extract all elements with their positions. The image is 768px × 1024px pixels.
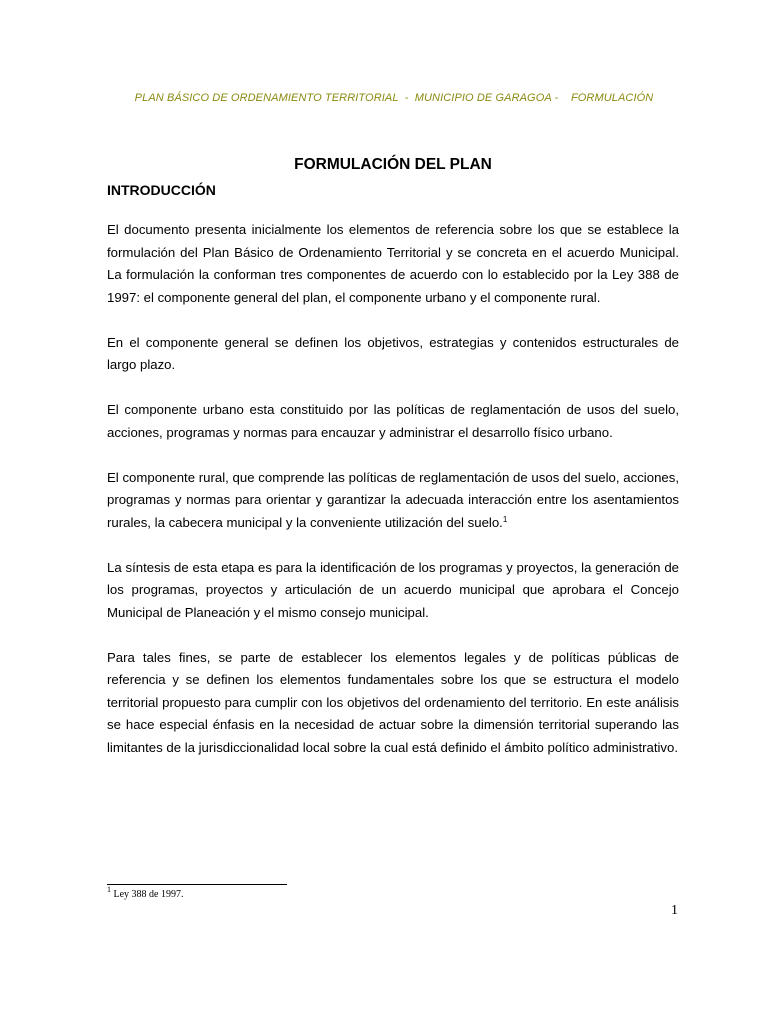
body-text <box>107 219 679 782</box>
running-header: PLAN BÁSICO DE ORDENAMIENTO TERRITORIAL - MUNICIPIO DE GARAGOA - FORMULACIÓN <box>134 92 654 104</box>
section-heading: INTRODUCCIÓN <box>107 182 216 198</box>
footnote-text: Ley 388 de 1997. <box>111 889 184 900</box>
footnote-reference: 1 <box>502 514 508 524</box>
footnote-marker: 1 <box>107 885 111 894</box>
page-title: FORMULACIÓN DEL PLAN <box>294 156 492 173</box>
paragraph-3: El componente urbano esta constituido por las políticas de reglamentación de usos del suelo, acciones, programas y normas para encauzar y administrar el desarrollo físico urbano. <box>107 402 679 440</box>
footnote-divider <box>107 884 287 885</box>
paragraph-5: La síntesis de esta etapa es para la identificación de los programas y proyectos, la generación de los programas, proyectos y articulación de un acuerdo municipal que aprobara el Concejo Municipal de Planeación y el mismo consejo municipal. <box>107 559 679 620</box>
paragraph-4-text: El componente rural, que comprende las políticas de reglamentación de usos del suelo, acciones, programas y normas para orientar y garantizar la adecuada interacción entre los asentamientos rurales, la cabecera municipal y la conveniente utilización del suelo. <box>107 469 679 530</box>
page-number: 1 <box>671 903 678 918</box>
paragraph-2: En el componente general se definen los objetivos, estrategias y contenidos estructurales de largo plazo. <box>107 334 679 372</box>
paragraph-1: El documento presenta inicialmente los elementos de referencia sobre los que se establece la formulación del Plan Básico de Ordenamiento Territorial y se concreta en el acuerdo Municipal. La formulación la conforman tres componentes de acuerdo con lo establecido por la Ley 388 de 1997: el componente general del plan, el componente urbano y el componente rural. <box>107 222 679 305</box>
paragraph-6: Para tales fines, se parte de establecer los elementos legales y de políticas públicas de referencia y se definen los elementos fundamentales sobre los que se estructura el modelo territorial propuesto para cumplir con los objetivos del ordenamiento del territorio. En este análisis se hace especial énfasis en la necesidad de actuar sobre la dimensión territorial superando las limitantes de la jurisdiccionalidad local sobre la cual está definido el ámbito político administrativo. <box>107 649 679 755</box>
footnote <box>107 885 184 900</box>
paragraph-4 <box>107 467 679 535</box>
